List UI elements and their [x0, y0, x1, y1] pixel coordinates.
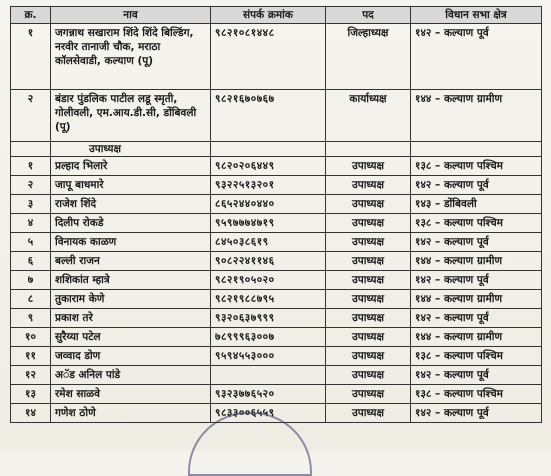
cell-name: जापू बाधमारे [51, 176, 211, 195]
cell-contact: ९८३३००६५५९ [211, 404, 326, 423]
header-serial: क्र. [11, 7, 51, 24]
cell-name: प्रल्हाद भिलारे [51, 157, 211, 176]
cell-constituency: १४२ – कल्याण पूर्व [411, 233, 542, 252]
cell-name: अॅड अनिल पांडे [51, 366, 211, 385]
cell-name: गणेश ठोणे [51, 404, 211, 423]
cell-serial: ९ [11, 309, 51, 328]
cell-constituency: १४४ – कल्याण ग्रामीण [411, 290, 542, 309]
cell-post: उपाध्यक्ष [326, 347, 411, 366]
cell-constituency: १४२ – कल्याण पूर्व [411, 176, 542, 195]
cell-post: उपाध्यक्ष [326, 309, 411, 328]
cell-name: तुकाराम केणे [51, 290, 211, 309]
cell-serial: २ [11, 176, 51, 195]
table-row [11, 271, 542, 290]
cell-name: दिलीप रोकडे [51, 214, 211, 233]
table-row [11, 252, 542, 271]
cell-serial [11, 142, 51, 157]
cell-serial: ६ [11, 252, 51, 271]
cell-post: उपाध्यक्ष [326, 328, 411, 347]
cell-name: राजेश शिंदे [51, 195, 211, 214]
table-row [11, 385, 542, 404]
cell-contact: ९३२२५१३२०१ [211, 176, 326, 195]
header-constituency: विधान सभा क्षेत्र [411, 7, 542, 24]
cell-constituency: १४३ – डोंबिवली [411, 195, 542, 214]
cell-name: जव्वाद डोण [51, 347, 211, 366]
table-row [11, 195, 542, 214]
cell-serial: ७ [11, 271, 51, 290]
cell-contact: ८४५०३८६१९ [211, 233, 326, 252]
cell-serial: ५ [11, 233, 51, 252]
cell-constituency: १३८ – कल्याण पश्चिम [411, 385, 542, 404]
office-bearers-table [10, 6, 542, 423]
cell-contact: ९८२१६७०७६७ [211, 90, 326, 142]
cell-contact [211, 142, 326, 157]
cell-serial: ८ [11, 290, 51, 309]
cell-contact: ९०८२२४११४६ [211, 252, 326, 271]
cell-constituency: १४२ – कल्याण पूर्व [411, 366, 542, 385]
cell-serial: १ [11, 157, 51, 176]
cell-name: बल्ली राजन [51, 252, 211, 271]
cell-post: कार्याध्यक्ष [326, 90, 411, 142]
cell-post: उपाध्यक्ष [326, 233, 411, 252]
header-contact: संपर्क क्रमांक [211, 7, 326, 24]
cell-constituency: १३८ – कल्याण पश्चिम [411, 347, 542, 366]
header-name: नाव [51, 7, 211, 24]
cell-name: बंडार पुंडलिक पाटील लडू स्मृती, गोलीवली, एम.आय.डी.सी, डोंबिवली (पू) [51, 90, 211, 142]
cell-serial: २ [11, 90, 51, 142]
cell-constituency: १४२ – कल्याण पूर्व [411, 404, 542, 423]
table-row [11, 309, 542, 328]
table-row [11, 290, 542, 309]
cell-name: शशिकांत म्हात्रे [51, 271, 211, 290]
table-header-row [11, 7, 542, 24]
cell-serial: १० [11, 328, 51, 347]
cell-constituency: १३८ – कल्याण पश्चिम [411, 214, 542, 233]
cell-post: उपाध्यक्ष [326, 157, 411, 176]
cell-contact: ९८२१०८१४४८ [211, 24, 326, 90]
table-row [11, 90, 542, 142]
cell-constituency: १४४ – कल्याण ग्रामीण [411, 252, 542, 271]
cell-post: जिल्हाध्यक्ष [326, 24, 411, 90]
cell-post: उपाध्यक्ष [326, 404, 411, 423]
section-label: उपाध्यक्ष [51, 142, 211, 157]
cell-name: प्रकाश तरे [51, 309, 211, 328]
cell-serial: १ [11, 24, 51, 90]
cell-post [326, 142, 411, 157]
cell-serial: ४ [11, 214, 51, 233]
cell-contact: ९३२३७७६५२० [211, 385, 326, 404]
cell-serial: ११ [11, 347, 51, 366]
cell-constituency: १४४ – कल्याण ग्रामीण [411, 328, 542, 347]
cell-serial: १४ [11, 404, 51, 423]
cell-serial: १३ [11, 385, 51, 404]
cell-constituency: १४२ – कल्याण पूर्व [411, 309, 542, 328]
cell-constituency: १३८ – कल्याण पश्चिम [411, 157, 542, 176]
cell-contact [211, 366, 326, 385]
cell-name: विनायक काळण [51, 233, 211, 252]
cell-serial: १२ [11, 366, 51, 385]
header-post: पद [326, 7, 411, 24]
cell-contact: ९३२०६३७९९९ [211, 309, 326, 328]
cell-name: सुरैय्या पटेल [51, 328, 211, 347]
table-row [11, 157, 542, 176]
cell-contact: ७८९९९६३००७ [211, 328, 326, 347]
cell-post: उपाध्यक्ष [326, 290, 411, 309]
cell-post: उपाध्यक्ष [326, 252, 411, 271]
cell-contact: ९५९४५५३००० [211, 347, 326, 366]
table-row [11, 328, 542, 347]
cell-contact: ९८२१९८८७९५ [211, 290, 326, 309]
cell-post: उपाध्यक्ष [326, 176, 411, 195]
table-row [11, 24, 542, 90]
cell-constituency: १४४ – कल्याण ग्रामीण [411, 90, 542, 142]
cell-constituency [411, 142, 542, 157]
table-row [11, 176, 542, 195]
cell-constituency: १४२ – कल्याण पूर्व [411, 271, 542, 290]
table-row [11, 233, 542, 252]
section-row [11, 142, 542, 157]
cell-post: उपाध्यक्ष [326, 214, 411, 233]
table-row [11, 347, 542, 366]
cell-post: उपाध्यक्ष [326, 385, 411, 404]
table-row [11, 366, 542, 385]
cell-contact: ८६५२४४०४४० [211, 195, 326, 214]
cell-serial: ३ [11, 195, 51, 214]
cell-post: उपाध्यक्ष [326, 366, 411, 385]
cell-post: उपाध्यक्ष [326, 195, 411, 214]
cell-contact: ९५९७७७४७१९ [211, 214, 326, 233]
cell-name: रमेश साळवे [51, 385, 211, 404]
cell-contact: ९८२१९०५०२० [211, 271, 326, 290]
cell-name: जगन्नाथ सखाराम शिंदे शिंदे बिल्डिंग, नरवीर तानाजी चौक, मराठा कॉलसेवाडी, कल्याण (पू) [51, 24, 211, 90]
cell-post: उपाध्यक्ष [326, 271, 411, 290]
cell-contact: ९८२०२०६४४९ [211, 157, 326, 176]
table-row [11, 214, 542, 233]
cell-constituency: १४२ – कल्याण पूर्व [411, 24, 542, 90]
